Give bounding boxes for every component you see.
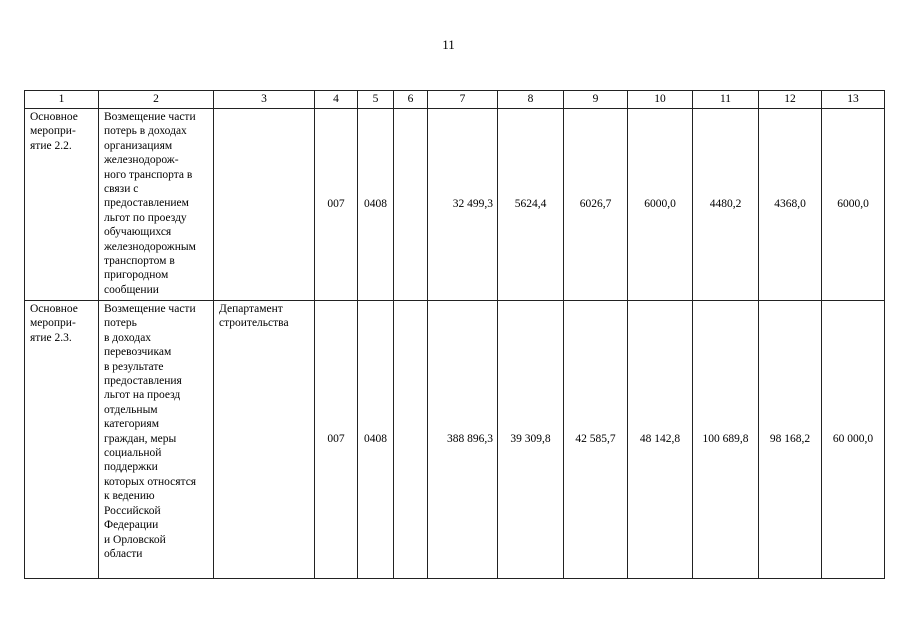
column-6-cell xyxy=(394,301,428,579)
event-cell: Основное меропри- ятие 2.3. xyxy=(25,301,99,579)
amount-cell: 4368,0 xyxy=(759,109,822,301)
amount-cell: 6000,0 xyxy=(822,109,885,301)
amount-cell: 60 000,0 xyxy=(822,301,885,579)
total-amount-cell: 32 499,3 xyxy=(428,109,498,301)
column-header: 5 xyxy=(358,91,394,109)
table-header-row xyxy=(25,91,885,109)
table-row xyxy=(25,109,885,301)
column-header: 11 xyxy=(693,91,759,109)
event-cell: Основное меропри- ятие 2.2. xyxy=(25,109,99,301)
amount-cell: 5624,4 xyxy=(498,109,564,301)
column-header: 13 xyxy=(822,91,885,109)
section-code-cell: 0408 xyxy=(358,109,394,301)
column-header: 10 xyxy=(628,91,693,109)
column-header: 4 xyxy=(315,91,358,109)
column-header: 6 xyxy=(394,91,428,109)
column-header: 8 xyxy=(498,91,564,109)
budget-table xyxy=(24,90,885,579)
column-header: 1 xyxy=(25,91,99,109)
amount-cell: 4480,2 xyxy=(693,109,759,301)
amount-cell: 48 142,8 xyxy=(628,301,693,579)
amount-cell: 6026,7 xyxy=(564,109,628,301)
column-header: 2 xyxy=(99,91,214,109)
amount-cell: 100 689,8 xyxy=(693,301,759,579)
grbs-code-cell: 007 xyxy=(315,109,358,301)
amount-cell: 98 168,2 xyxy=(759,301,822,579)
executor-cell: Департамент строительства xyxy=(214,301,315,579)
amount-cell: 39 309,8 xyxy=(498,301,564,579)
amount-cell: 42 585,7 xyxy=(564,301,628,579)
column-header: 7 xyxy=(428,91,498,109)
column-header: 3 xyxy=(214,91,315,109)
section-code-cell: 0408 xyxy=(358,301,394,579)
column-header: 12 xyxy=(759,91,822,109)
amount-cell: 6000,0 xyxy=(628,109,693,301)
table-row xyxy=(25,301,885,579)
grbs-code-cell: 007 xyxy=(315,301,358,579)
column-6-cell xyxy=(394,109,428,301)
description-cell: Возмещение части потерь в доходах организациям железнодорож- ного транспорта в связи с предоставлением льгот по проезду обучающихся железнодорожным транспортом в пригородном сообщении xyxy=(99,109,214,301)
description-cell: Возмещение части потерь в доходах перевозчикам в результате предоставления льгот на проезд отдельным категориям граждан, меры социальной поддержки которых относятся к ведению Российской Федерации и Орловской области xyxy=(99,301,214,579)
executor-cell xyxy=(214,109,315,301)
total-amount-cell: 388 896,3 xyxy=(428,301,498,579)
column-header: 9 xyxy=(564,91,628,109)
page-number: 11 xyxy=(442,37,455,52)
